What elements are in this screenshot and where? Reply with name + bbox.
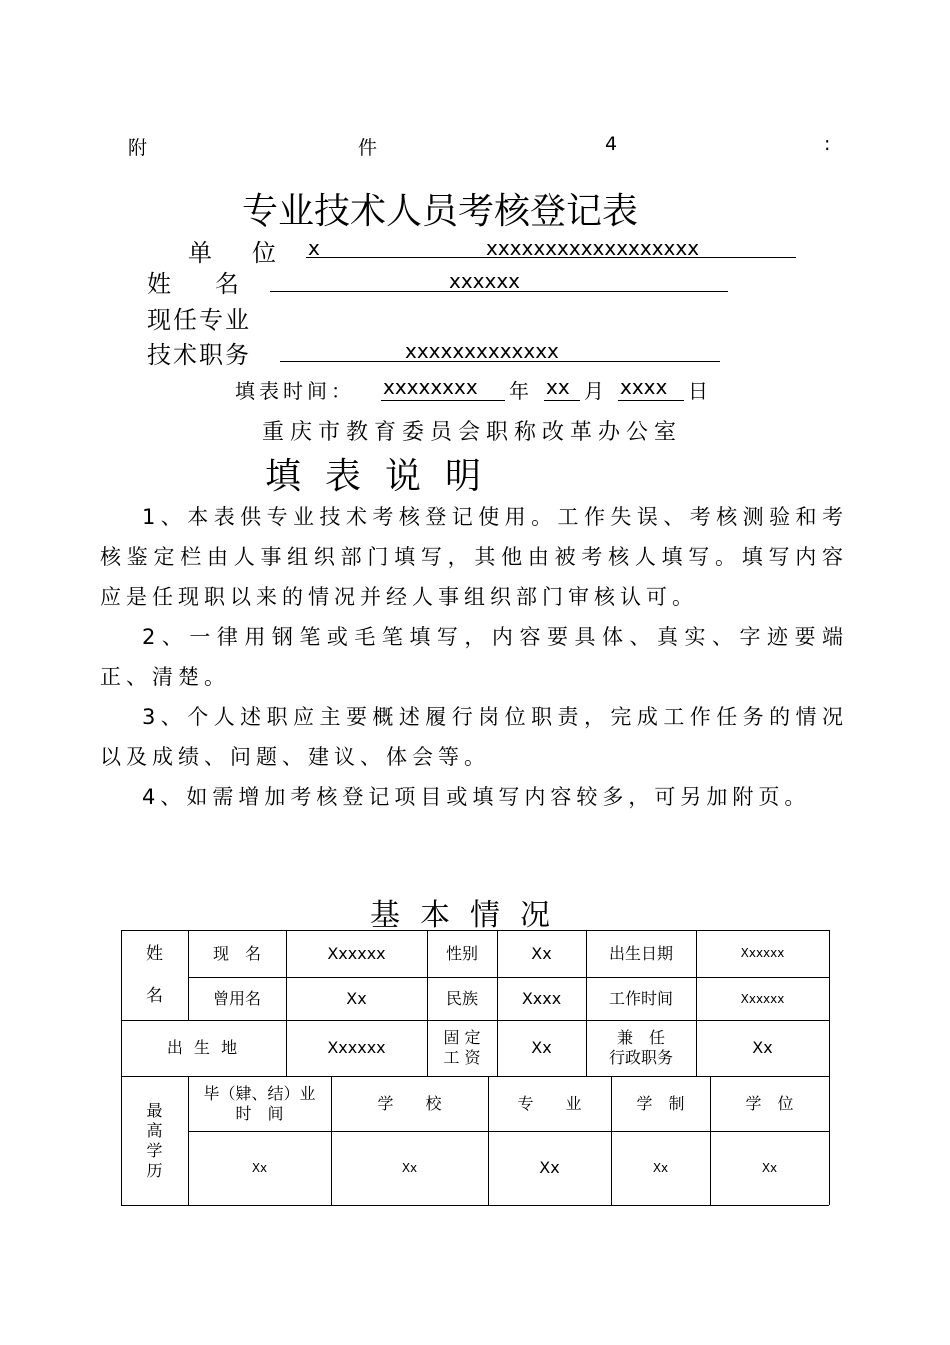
fill-year-value: xxxxxxxx [383, 375, 478, 399]
current-name-label: 现 名 [212, 943, 261, 963]
unit-value-prefix: x [308, 236, 320, 260]
gender-label: 性别 [445, 943, 478, 963]
instruction-item: 3、个人述职应主要概述履行岗位职责，完成工作任务的情况以及成绩、问题、建议、体会等。 [100, 705, 848, 769]
unit-label: 单 位 [188, 239, 284, 267]
fill-day-unit: 日 [688, 379, 708, 403]
fill-year-unit: 年 [509, 379, 529, 403]
ethnicity-value: Xxxx [521, 988, 562, 1008]
attachment-number: 4 [605, 133, 618, 155]
school-label: 学 校 [377, 1093, 442, 1113]
fill-year-underline [381, 400, 505, 401]
duration-value: Xx [652, 1161, 669, 1175]
fill-month-underline [544, 400, 580, 401]
former-name-value: Xx [346, 988, 367, 1008]
instruction-item: 1、本表供专业技术考核登记使用。工作失误、考核测验和考核鉴定栏由人事组织部门填写，其他由被考核人填写。填写内容应是任现职以来的情况并经人事组织部门审核认可。 [100, 505, 848, 609]
page-title: 专业技术人员考核登记表 [241, 191, 638, 232]
former-name-label: 曾用名 [212, 988, 261, 1008]
birthplace-label: 出 生 地 [166, 1038, 241, 1057]
name-group-text: 姓名 [146, 944, 163, 1006]
table-line [121, 1205, 829, 1206]
instruction-item: 4、如需增加考核登记项目或填写内容较多，可另加附页。 [142, 785, 811, 809]
instruction-item: 2、一律用钢笔或毛笔填写，内容要具体、真实、字迹要端正、清楚。 [100, 625, 848, 689]
graduation-time-label-line2: 时 间 [235, 1103, 284, 1123]
birthplace-value: Xxxxxx [327, 1038, 386, 1057]
fill-month-value: xx [546, 375, 570, 399]
degree-label: 学 位 [745, 1093, 794, 1113]
fill-month-unit: 月 [584, 379, 604, 403]
instructions-title: 填表说明 [264, 456, 505, 497]
position-label-line2: 技术职务 [147, 341, 251, 369]
position-label-line1: 现任专业 [147, 306, 251, 334]
salary-value: Xx [531, 1038, 552, 1057]
concurrent-post-label-line2: 行政职务 [608, 1048, 673, 1067]
graduation-time-label [188, 1076, 331, 1131]
name-group-label [121, 930, 188, 1020]
unit-value: xxxxxxxxxxxxxxxxxx [486, 236, 700, 260]
salary-label-line2: 工 资 [443, 1048, 481, 1067]
concurrent-post-label [586, 1020, 696, 1076]
education-group-text: 最高学历 [146, 1100, 163, 1180]
fill-time-label: 填表时间： [235, 379, 355, 403]
birth-date-value: Xxxxxx [740, 945, 785, 960]
birth-date-label: 出生日期 [608, 943, 673, 963]
salary-label [427, 1020, 497, 1076]
salary-label-line1: 固 定 [443, 1028, 481, 1047]
fill-day-underline [618, 400, 684, 401]
attachment-char-2: 件 [358, 137, 378, 159]
ethnicity-label: 民族 [445, 988, 478, 1008]
gender-value: Xx [531, 943, 552, 963]
attachment-colon: : [824, 133, 831, 155]
graduation-time-value: Xx [251, 1161, 268, 1175]
concurrent-post-label-line1: 兼 任 [616, 1028, 665, 1047]
fill-day-value: xxxx [620, 375, 668, 399]
concurrent-post-value: Xx [752, 1038, 773, 1057]
degree-value: Xx [761, 1161, 778, 1175]
basic-info-title: 基本情况 [370, 898, 570, 933]
attachment-char-1: 附 [128, 137, 148, 159]
major-value: Xx [539, 1158, 560, 1177]
table-line [829, 930, 830, 1205]
duration-label: 学 制 [636, 1093, 685, 1113]
position-value: xxxxxxxxxxxxx [405, 339, 559, 363]
name-label: 姓 名 [147, 270, 249, 298]
instructions-body [100, 497, 848, 817]
school-value: Xx [401, 1161, 418, 1175]
work-time-value: Xxxxxx [740, 991, 785, 1006]
name-value: xxxxxx [449, 269, 521, 293]
issuing-organization: 重庆市教育委员会职称改革办公室 [261, 420, 682, 445]
graduation-time-label-line1: 毕（肄、结）业 [203, 1083, 316, 1103]
education-group-label [121, 1076, 188, 1205]
work-time-label: 工作时间 [608, 988, 673, 1008]
major-label: 专 业 [517, 1093, 582, 1113]
current-name-value: Xxxxxx [327, 943, 386, 963]
